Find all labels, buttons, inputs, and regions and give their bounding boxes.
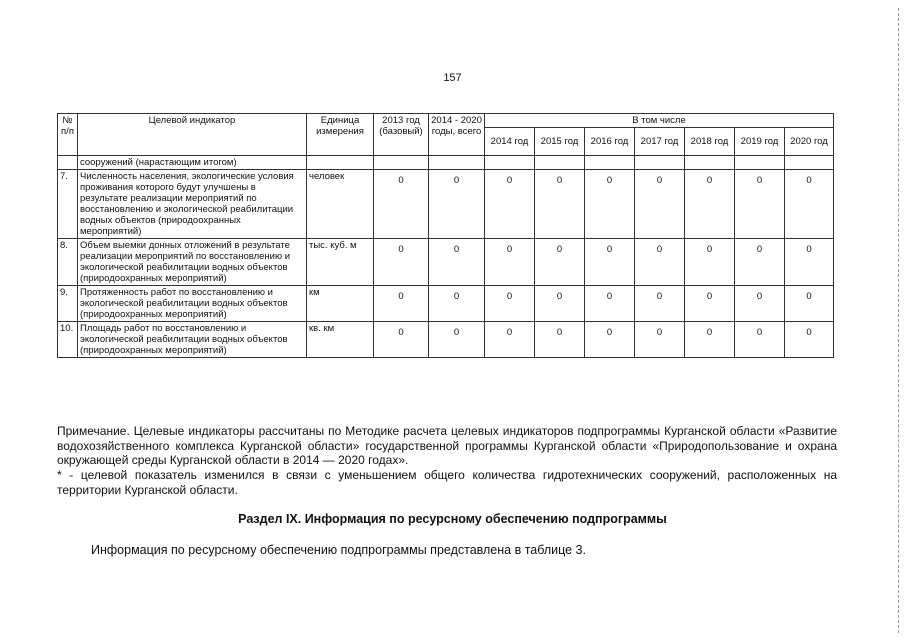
row-value: 0 bbox=[485, 170, 535, 239]
table-row bbox=[58, 322, 834, 358]
header-year: 2014 год bbox=[485, 128, 535, 156]
table-note: Примечание. Целевые индикаторы рассчитаны по Методике расчета целевых индикаторов подпрограммы Курганской области «Развитие водохозяйственного комплекса Курганской области» государственной программы Курганской области «Природопользование и охрана окружающей среды Курганской области в 2014 — 2020 годах». bbox=[57, 424, 837, 467]
row-value: 0 bbox=[585, 170, 635, 239]
row-value: 0 bbox=[585, 239, 635, 286]
row-num: 7. bbox=[58, 170, 78, 239]
row-value: 0 bbox=[785, 322, 834, 358]
section-heading: Раздел IX. Информация по ресурсному обеспечению подпрограммы bbox=[238, 512, 667, 526]
continuation-text: сооружений (нарастающим итогом) bbox=[78, 156, 307, 170]
header-unit: Единица измерения bbox=[307, 114, 374, 156]
row-value: 0 bbox=[485, 239, 535, 286]
row-value: 0 bbox=[429, 322, 485, 358]
row-indicator: Протяженность работ по восстановлению и экологической реабилитации водных объектов (природоохранных мероприятий) bbox=[78, 286, 307, 322]
row-value: 0 bbox=[635, 322, 685, 358]
header-year: 2020 год bbox=[785, 128, 834, 156]
row-unit: человек bbox=[307, 170, 374, 239]
page-number: 157 bbox=[443, 72, 462, 84]
table-row bbox=[58, 170, 834, 239]
row-value: 0 bbox=[735, 239, 785, 286]
header-base-year: 2013 год (базовый) bbox=[374, 114, 429, 156]
row-value: 0 bbox=[429, 286, 485, 322]
row-num: 9. bbox=[58, 286, 78, 322]
row-indicator: Объем выемки донных отложений в результате реализации мероприятий по восстановлению и экологической реабилитации водных объектов (природоохранных мероприятий) bbox=[78, 239, 307, 286]
row-value: 0 bbox=[685, 170, 735, 239]
footnote: * - целевой показатель изменился в связи с уменьшением общего количества гидротехнических сооружений, расположенных на территории Курганской области. bbox=[57, 468, 837, 497]
row-num: 10. bbox=[58, 322, 78, 358]
row-value: 0 bbox=[535, 286, 585, 322]
header-year: 2015 год bbox=[535, 128, 585, 156]
header-including: В том числе bbox=[485, 114, 834, 128]
row-value: 0 bbox=[685, 286, 735, 322]
row-value: 0 bbox=[735, 286, 785, 322]
row-value: 0 bbox=[429, 239, 485, 286]
row-value: 0 bbox=[374, 239, 429, 286]
header-total: 2014 - 2020 годы, всего bbox=[429, 114, 485, 156]
row-indicator: Площадь работ по восстановлению и экологической реабилитации водных объектов (природоохранных мероприятий) bbox=[78, 322, 307, 358]
row-value: 0 bbox=[535, 239, 585, 286]
row-value: 0 bbox=[635, 286, 685, 322]
indicators-table bbox=[57, 113, 834, 358]
header-year: 2016 год bbox=[585, 128, 635, 156]
row-value: 0 bbox=[685, 239, 735, 286]
row-value: 0 bbox=[635, 239, 685, 286]
continuation-row bbox=[58, 156, 834, 170]
row-value: 0 bbox=[374, 286, 429, 322]
table-row bbox=[58, 239, 834, 286]
row-indicator: Численность населения, экологические условия проживания которого будут улучшены в результате реализации мероприятий по восстановлению и экологической реабилитации водных объектов (природоохранных мероприятий) bbox=[78, 170, 307, 239]
row-unit: км bbox=[307, 286, 374, 322]
row-value: 0 bbox=[585, 286, 635, 322]
row-num: 8. bbox=[58, 239, 78, 286]
header-num: № п/п bbox=[58, 114, 78, 156]
row-value: 0 bbox=[374, 322, 429, 358]
row-value: 0 bbox=[735, 322, 785, 358]
header-year: 2018 год bbox=[685, 128, 735, 156]
row-value: 0 bbox=[535, 322, 585, 358]
row-value: 0 bbox=[485, 322, 535, 358]
row-value: 0 bbox=[585, 322, 635, 358]
row-value: 0 bbox=[785, 239, 834, 286]
row-value: 0 bbox=[485, 286, 535, 322]
info-paragraph: Информация по ресурсному обеспечению подпрограммы представлена в таблице 3. bbox=[91, 543, 586, 557]
row-value: 0 bbox=[785, 286, 834, 322]
row-value: 0 bbox=[635, 170, 685, 239]
row-value: 0 bbox=[785, 170, 834, 239]
row-value: 0 bbox=[735, 170, 785, 239]
row-unit: тыс. куб. м bbox=[307, 239, 374, 286]
page-edge-divider bbox=[898, 8, 899, 633]
table-row bbox=[58, 286, 834, 322]
row-value: 0 bbox=[535, 170, 585, 239]
header-indicator: Целевой индикатор bbox=[78, 114, 307, 156]
row-value: 0 bbox=[685, 322, 735, 358]
row-value: 0 bbox=[374, 170, 429, 239]
header-row bbox=[58, 114, 834, 128]
header-year: 2019 год bbox=[735, 128, 785, 156]
row-value: 0 bbox=[429, 170, 485, 239]
header-year: 2017 год bbox=[635, 128, 685, 156]
row-unit: кв. км bbox=[307, 322, 374, 358]
